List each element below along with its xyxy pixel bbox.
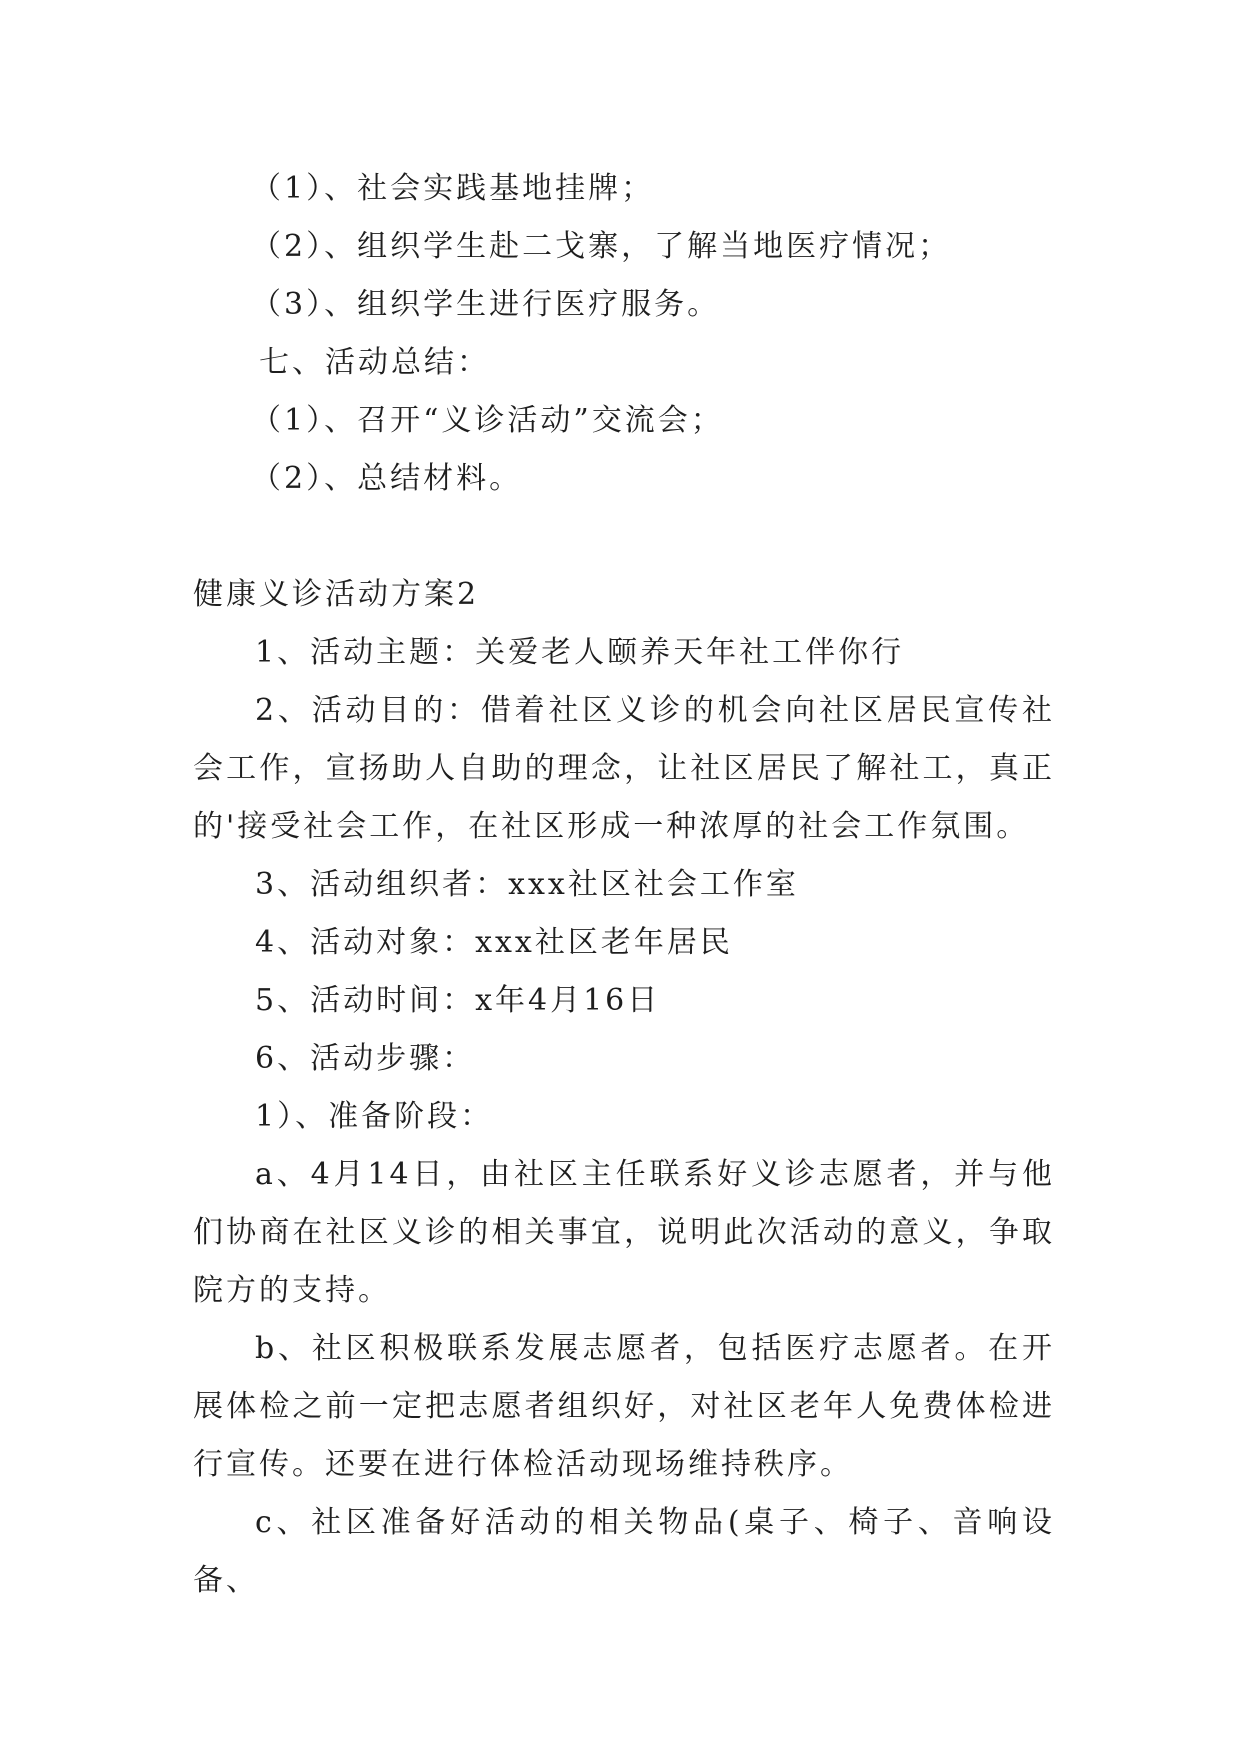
paragraph: c、社区准备好活动的相关物品(桌子、椅子、音响设备、 bbox=[193, 1505, 1055, 1598]
paragraph: 5、活动时间：x年4月16日 bbox=[255, 983, 661, 1018]
paragraph: b、社区积极联系发展志愿者，包括医疗志愿者。在开展体检之前一定把志愿者组织好，对社区老年人免费体检进行宣传。还要在进行体检活动现场维持秩序。 bbox=[193, 1331, 1055, 1482]
list-item: （1）、召开“义诊活动”交流会； bbox=[251, 403, 724, 438]
paragraph: 4、活动对象：xxx社区老年居民 bbox=[255, 925, 733, 960]
section-heading: 七、活动总结： bbox=[259, 345, 490, 380]
section-title: 健康义诊活动方案2 bbox=[193, 577, 480, 612]
paragraph: 2、活动目的：借着社区义诊的机会向社区居民宣传社会工作，宣扬助人自助的理念，让社区居民了解社工，真正的'接受社会工作，在社区形成一种浓厚的社会工作氛围。 bbox=[193, 693, 1055, 844]
spacer bbox=[193, 508, 1055, 566]
paragraph: 3、活动组织者：xxx社区社会工作室 bbox=[255, 867, 799, 902]
paragraph: 1、活动主题：关爱老人颐养天年社工伴你行 bbox=[255, 635, 905, 670]
list-item: （2）、总结材料。 bbox=[251, 461, 523, 496]
paragraph: 1）、准备阶段： bbox=[255, 1099, 494, 1134]
document-body bbox=[193, 160, 1055, 1610]
paragraph: a、4月14日，由社区主任联系好义诊志愿者，并与他们协商在社区义诊的相关事宜，说明此次活动的意义，争取院方的支持。 bbox=[193, 1157, 1055, 1308]
list-item: （1）、社会实践基地挂牌； bbox=[251, 171, 655, 206]
paragraph: 6、活动步骤： bbox=[255, 1041, 476, 1076]
list-item: （2）、组织学生赴二戈寨，了解当地医疗情况； bbox=[251, 229, 952, 264]
list-item: （3）、组织学生进行医疗服务。 bbox=[251, 287, 721, 322]
